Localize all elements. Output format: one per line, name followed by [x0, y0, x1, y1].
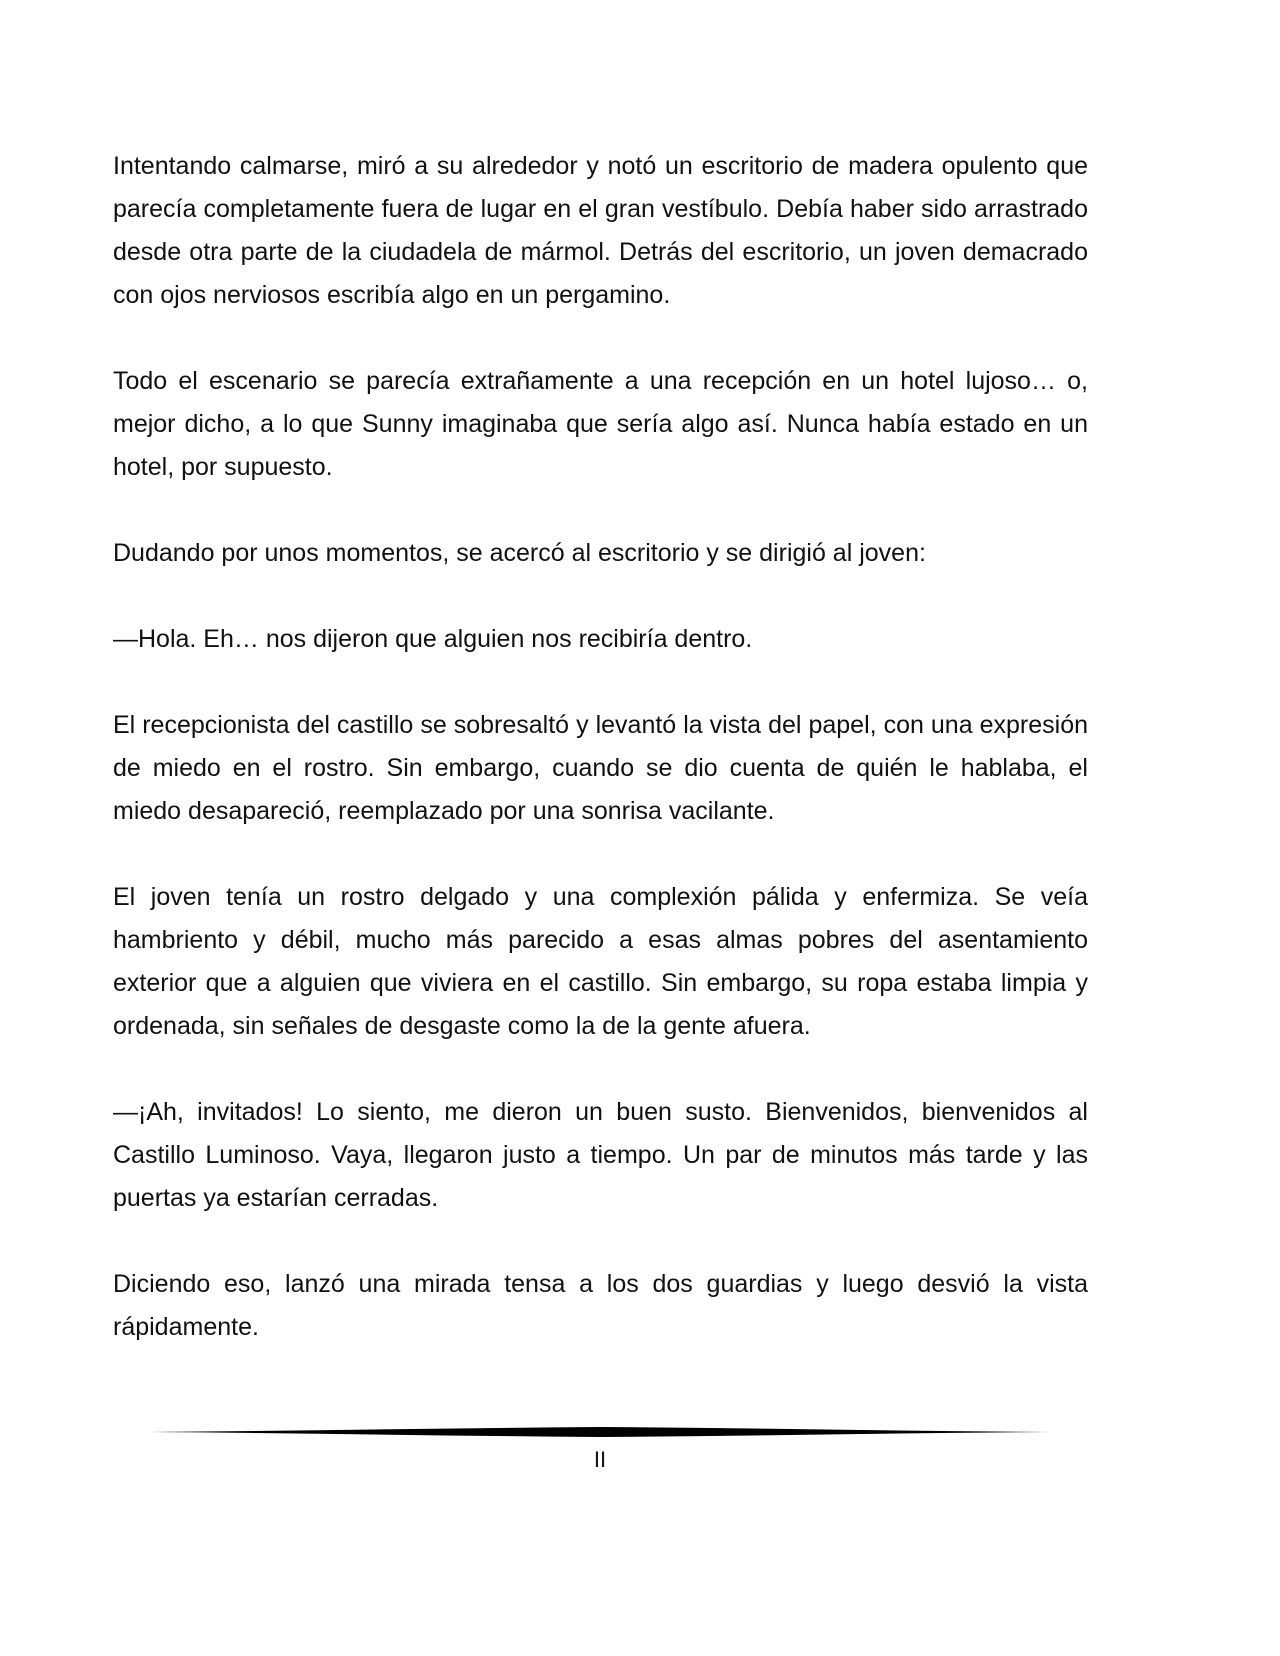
- body-text: [113, 145, 1088, 1392]
- paragraph-6: El joven tenía un rostro delgado y una complexión pálida y enfermiza. Se veía hambriento y débil, mucho más parecido a esas almas pobres del asentamiento exterior que a alguien que viviera en el castillo. Sin embargo, su ropa estaba limpia y ordenada, sin señales de desgaste como la de la gente afuera.: [113, 883, 1088, 1040]
- paragraph-3: Dudando por unos momentos, se acercó al escritorio y se dirigió al joven:: [113, 539, 926, 567]
- paragraph-1: Intentando calmarse, miró a su alrededor y notó un escritorio de madera opulento que parecía completamente fuera de lugar en el gran vestíbulo. Debía haber sido arrastrado desde otra parte de la ciudadela de mármol. Detrás del escritorio, un joven demacrado con ojos nerviosos escribía algo en un pergamino.: [113, 152, 1088, 309]
- paragraph-2: Todo el escenario se parecía extrañamente a una recepción en un hotel lujoso… o, mejor dicho, a lo que Sunny imaginaba que sería algo así. Nunca había estado en un hotel, por supuesto.: [113, 367, 1088, 481]
- paragraph-8: Diciendo eso, lanzó una mirada tensa a los dos guardias y luego desvió la vista rápidamente.: [113, 1270, 1088, 1341]
- paragraph-4: —Hola. Eh… nos dijeron que alguien nos recibiría dentro.: [113, 625, 753, 653]
- footer-divider-swash: [150, 1427, 1050, 1437]
- page-number: II: [593, 1447, 607, 1472]
- footer-divider: [150, 1425, 1050, 1439]
- paragraph-7: —¡Ah, invitados! Lo siento, me dieron un buen susto. Bienvenidos, bienvenidos al Castillo Luminoso. Vaya, llegaron justo a tiempo. Un par de minutos más tarde y las puertas ya estarían cerradas.: [113, 1098, 1088, 1212]
- paragraph-5: El recepcionista del castillo se sobresaltó y levantó la vista del papel, con una expresión de miedo en el rostro. Sin embargo, cuando se dio cuenta de quién le hablaba, el miedo desapareció, reemplazado por una sonrisa vacilante.: [113, 711, 1088, 825]
